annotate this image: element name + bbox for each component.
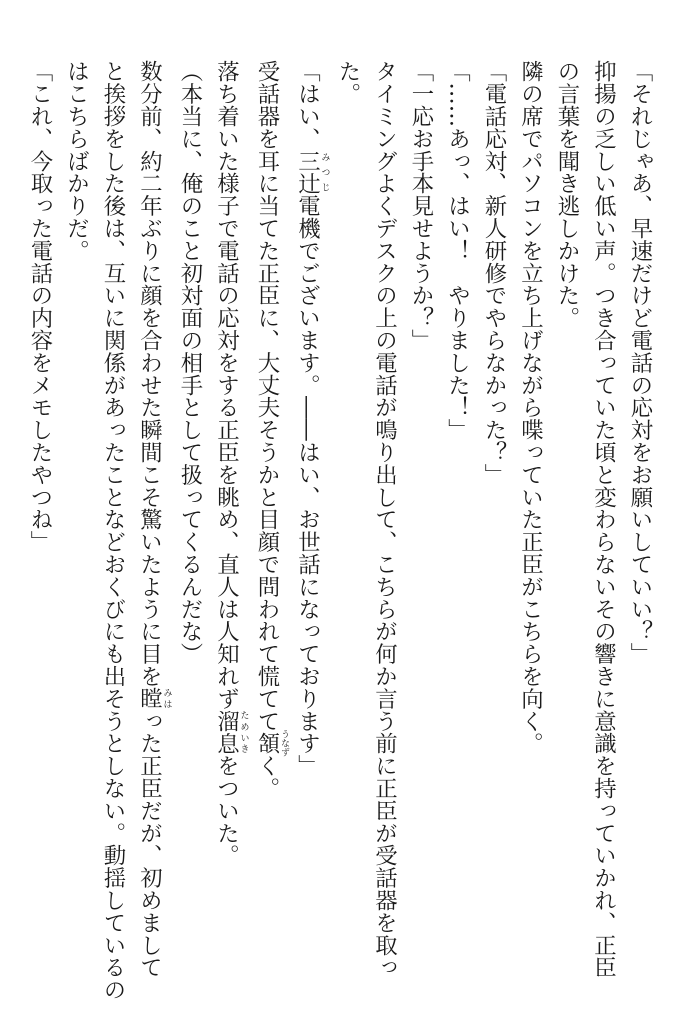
text-line — [208, 60, 249, 960]
line-segment: 受話器を耳に当てた正臣に、大丈夫そうかと目顔で問われて慌てて — [254, 60, 280, 732]
ruby-reading: うなず — [279, 729, 289, 757]
line-segment: をついた。 — [213, 754, 240, 867]
text-line — [249, 60, 290, 960]
text-line — [289, 60, 330, 960]
text-line: 抑揚の乏しい低い声。つき合っていた頃と変わらないその響きに意識を持っていかれ、正臣 — [590, 60, 617, 979]
line-segment: く。 — [254, 754, 280, 800]
text-line: 「それじゃあ、早速だけど電話の応対をお願いしていい？」 — [627, 60, 653, 665]
text-line: 「一応お手本見せようか？」 — [408, 60, 434, 352]
text-line: 「電話応対、新人研修でやらなかった？」 — [481, 60, 507, 486]
text-line: タイミングよくデスクの上の電話が鳴り出して、こちらが何か言う前に正臣が受話器を取っ — [371, 60, 398, 979]
ruby-base: 三辻 — [294, 149, 321, 195]
ruby-base: 頷 — [254, 729, 280, 757]
text-line — [131, 60, 172, 979]
ruby-unazu — [254, 729, 289, 757]
line-segment: 「はい、 — [294, 60, 321, 150]
text-line: 隣の席でパソコンを立ち上げながら喋っていた正臣がこちらを向く。 — [517, 60, 544, 755]
line-segment: った正臣だが、初めまして — [136, 709, 163, 979]
text-line: の言葉を聞き逃しかけた。 — [554, 60, 580, 329]
line-segment: 数分前、約二年ぶりに顔を合わせた瞬間こそ驚いたように目を — [136, 60, 163, 688]
ruby-mitsuji — [294, 149, 330, 195]
ruby-base: 溜息 — [213, 709, 240, 755]
text-line: た。 — [335, 60, 361, 105]
ruby-tameiki — [213, 709, 249, 755]
text-line: （本当に、俺のこと初対面の相手として扱ってくるんだな） — [177, 60, 203, 665]
vertical-text-body — [22, 60, 659, 1001]
line-segment: 落ち着いた様子で電話の応対をする正臣を眺め、直人は人知れず — [213, 60, 240, 710]
line-segment: 電機でございます。――はい、お世話になっております」 — [294, 194, 321, 777]
text-line: と挨拶をした後は、互いに関係があったことなどおくびにも出そうとしない。動揺しているの — [100, 60, 126, 1001]
ruby-reading: ためいき — [238, 709, 249, 755]
ruby-reading: みは — [161, 687, 172, 710]
ruby-base: 瞠 — [136, 687, 163, 710]
text-line: 「これ、今取った電話の内容をメモしたやつね」 — [27, 60, 53, 553]
text-line: 「……あっ、はい！ やりました！」 — [444, 60, 471, 441]
ruby-reading: みつじ — [319, 149, 330, 195]
text-line: はこちらばかりだ。 — [63, 60, 90, 262]
ruby-miha — [136, 687, 172, 710]
